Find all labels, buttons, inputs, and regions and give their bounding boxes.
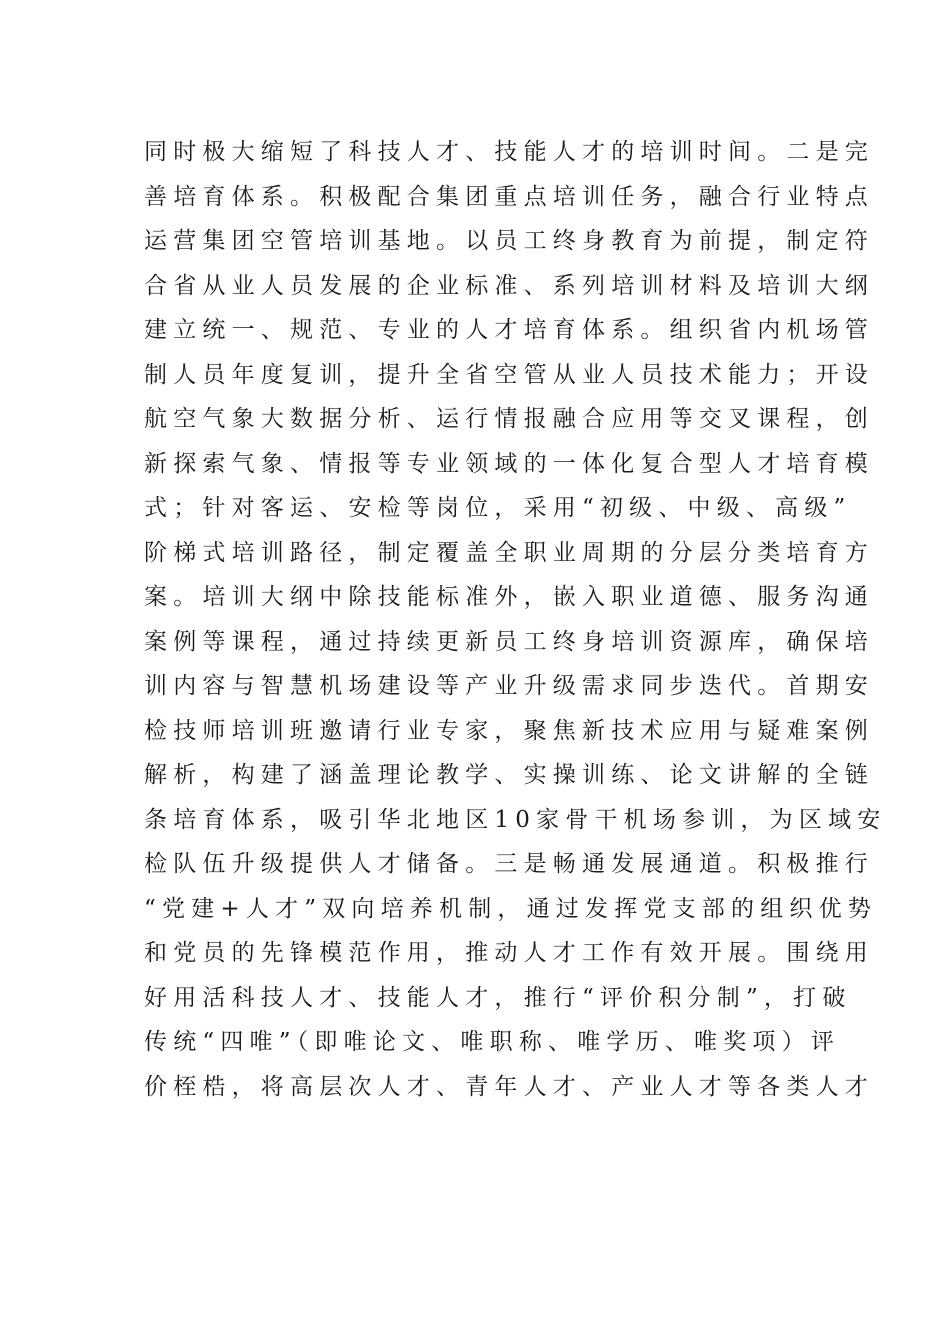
text-line: 案例等课程，通过持续更新员工终身培训资源库，确保培: [144, 628, 874, 655]
text-line: 运营集团空管培训基地。以员工终身教育为前提，制定符: [144, 228, 874, 254]
text-line: 解析，构建了涵盖理论教学、实操训练、论文讲解的全链: [144, 762, 874, 788]
text-line: 案。培训大纲中除技能标准外，嵌入职业道德、服务沟通: [144, 584, 874, 610]
text-line: 同时极大缩短了科技人才、技能人才的培训时间。二是完: [144, 139, 874, 165]
text-line: 检技师培训班邀请行业专家，聚焦新技术应用与疑难案例: [144, 717, 874, 744]
text-line: 传统“四唯”（即唯论文、唯职称、唯学历、唯奖项）评: [144, 1029, 841, 1055]
text-line: 式；针对客运、安检等岗位，采用“初级、中级、高级”: [144, 495, 852, 521]
text-line: 训内容与智慧机场建设等产业升级需求同步迭代。首期安: [144, 673, 874, 699]
text-line: 建立统一、规范、专业的人才培育体系。组织省内机场管: [144, 317, 874, 343]
text-line: 阶梯式培训路径，制定覆盖全职业周期的分层分类培育方: [144, 539, 874, 566]
text-line: 合省从业人员发展的企业标准、系列培训材料及培训大纲: [144, 272, 874, 299]
text-line: 条培育体系，吸引华北地区10家骨干机场参训，为区域安: [144, 806, 887, 833]
text-line: 善培育体系。积极配合集团重点培训任务，融合行业特点: [144, 183, 874, 210]
text-line: 制人员年度复训，提升全省空管从业人员技术能力；开设: [144, 361, 874, 388]
text-line: “党建+人才”双向培养机制，通过发挥党支部的组织优势: [144, 895, 877, 922]
text-line: 航空气象大数据分析、运行情报融合应用等交叉课程，创: [144, 406, 874, 432]
body-text: [144, 130, 887, 1109]
text-line: 新探索气象、情报等专业领域的一体化复合型人才培育模: [144, 450, 874, 477]
text-line: 和党员的先锋模范作用，推动人才工作有效开展。围绕用: [144, 940, 874, 966]
text-line: 好用活科技人才、技能人才，推行“评价积分制”，打破: [144, 984, 852, 1011]
text-line: 价桎梏，将高层次人才、青年人才、产业人才等各类人才: [144, 1073, 874, 1100]
text-line: 检队伍升级提供人才储备。三是畅通发展通道。积极推行: [144, 851, 874, 877]
